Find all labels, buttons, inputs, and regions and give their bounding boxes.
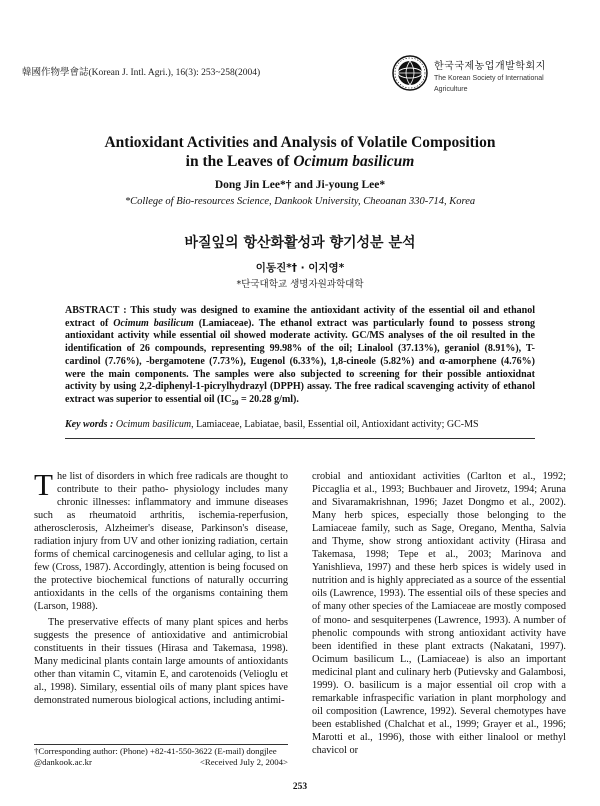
paper-title [40, 133, 560, 171]
abstract-text-a: This study was designed to examine the antioxidant activity of the essential oil and ethanol extract of [65, 305, 536, 329]
drop-cap: T [34, 467, 53, 502]
footnote-received-date: <Received July 2, 2004> [199, 757, 288, 767]
society-name-english-line2: Agriculture [434, 86, 468, 93]
society-name [434, 57, 594, 94]
keywords-label: Key words : [65, 419, 114, 430]
abstract [65, 305, 535, 410]
keywords-species: Ocimum basilicum [113, 419, 192, 430]
title-species: Ocimum basilicum [293, 153, 415, 170]
society-name-english-line1: The Korean Society of International [434, 75, 544, 82]
authors: Dong Jin Lee*† and Ji-young Lee* [214, 179, 386, 191]
keywords-divider [65, 438, 535, 439]
keywords [65, 419, 535, 431]
keywords-rest: , Lamiaceae, Labiatae, basil, Essential oil, Antioxidant activity; GC-MS [191, 419, 479, 430]
body-column-right [312, 470, 566, 757]
abstract-text-c: = 20.28 g/ml). [238, 393, 299, 405]
journal-reference: 韓國作物學會誌(Korean J. Intl. Agri.), 16(3): 253~258(2004) [22, 68, 261, 78]
abstract-species: Ocimum basilicum [113, 317, 194, 329]
page-number: 253 [292, 782, 308, 792]
title-line2-prefix: in the Leaves of [185, 153, 294, 170]
paragraph-intro-text: he list of disorders in which free radicals are thought to contribute to their patho- physiology includes many chronic illnesses: inflammatory and immune diseases such as rheumatoid arthritis, ischemia-reperfusion, atherosclerosis, Alzheimer's disease, Parkinson's disease, radiation injury from UV and other ionizing radiation, certain forms of chemical carcinogenesis and cellular aging, to list a few (Cross, 1987). Accordingly, attention is being focused on the protective biochemical functions of naturally occurring antioxidants in the cells of the organisms containing them (Larson, 1988). [34, 471, 288, 613]
footnote-email-domain: @dankook.ac.kr [34, 757, 92, 767]
abstract-text-b: (Lamiaceae). The ethanol extract was particularly found to possess strong antioxidant activity while essential oil showed moderate activity. GC/MS analyses of the oil resulted in the identification of 26 compounds, representing 99.98% of the oil; Linalool (37.13%), geraniol (8.91%), T-cardinol (7.76%), -bergamotene (7.73%), Eugenol (6.33%), 1,8-cineole (5.82%) and α-amorphene (4.76%) were the main components. The samples were also subjected to screening for their possible antioxidnat activity by using 2,2-diphenyl-1-picrylhydrazyl (DPPH) assay. The free radical scavenging activity of ethanol extract was superior to essential oil (IC [65, 317, 536, 405]
footnote-line2 [34, 757, 288, 768]
abstract-label: ABSTRACT : [65, 305, 127, 316]
footnote [34, 746, 288, 768]
body-column-left [34, 467, 288, 707]
korean-authors: 이동진*† · 이지영* [255, 262, 345, 274]
society-logo-icon [392, 55, 428, 91]
paragraph-preservative: The preservative effects of many plant spices and herbs suggests the presence of antioxidative and antimicrobial constituents in their tissues (Hirasa and Takemasa, 1998). Many medicinal plants contain large amounts of antioxidants other than vitamin C, vitamin E, and carotenoids (Velioglu et al., 1998). Similary, essential oils of many plant spices have demonstrated numerous biological actions, including antimi- [34, 616, 288, 706]
korean-title: 바질잎의 항산화활성과 향기성분 분석 [184, 235, 416, 251]
title-line1: Antioxidant Activities and Analysis of Volatile Composition [104, 134, 496, 151]
korean-affiliation: *단국대학교 생명자원과학대학 [236, 279, 364, 290]
title-line2 [40, 152, 560, 171]
footnote-divider [34, 744, 288, 745]
footnote-line1: †Corresponding author: (Phone) +82-41-550-3622 (E-mail) dongjlee [34, 746, 277, 756]
paragraph-continued: crobial and antioxidant activities (Carlton et al., 1992; Piccaglia et al., 1993; Buchbauer and Jirovetz, 1994; Aruna and Sivaramakrishnan, 1996; Jazet Dongmo et al., 2002). Many herb spices, especially those belonging to the Lamiaceae family, such as Sage, Oregano, Mentha, Salvia and Thyme, show strong antioxidant activity (Hirasa and Takemasa, 1998; Tepe et al., 2003; Marinova and Yanishlieva, 1997) and these herb spices is widely used in nutrition and is highly appreciated as a source of the essential oils (Lawrence, 1993). The essential oils of these species and of many other species of the Lamiaceae are mostly composed of mono- and sesquiterpenes (Lawrence, 1993). A number of phenolic compounds with strong antioxidant activity have been identified in these plant extracts (Nakatani, 1997). Ocimum basilicum L., (Lamiaceae) is also an important medicinal plant and culinary herb (Putievsky and Galambosi, 1999). O. basilicum is a major essential oil crop with a remarkable infraspecific variation in plant morphology and oil composition (Lawrence, 1992). Several chemotypes have been established (Chalchat et al., 1999; Grayer et al., 1996; Marotti et al., 1996), those with either linalool or methyl chavicol or [312, 471, 566, 756]
affiliation: *College of Bio-resources Science, Dankook University, Cheoanan 330-714, Korea [124, 196, 476, 207]
abstract-ic-subscript: 50 [231, 398, 239, 407]
paragraph-intro [34, 467, 288, 614]
society-name-korean: 한국국제농업개발학회지 [434, 61, 546, 72]
